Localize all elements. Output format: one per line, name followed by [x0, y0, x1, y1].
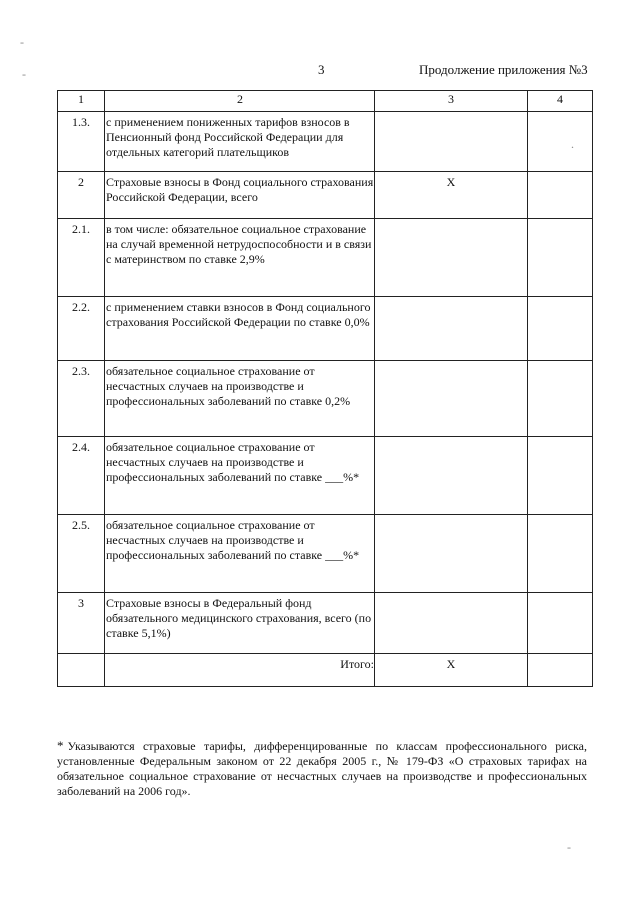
table-row: [58, 593, 593, 654]
row-value-col4: [528, 112, 593, 172]
table-row: [58, 172, 593, 219]
table-row: [58, 361, 593, 437]
row-value-col4: [528, 593, 593, 654]
row-value-col3: [375, 515, 528, 593]
row-value-col4: [528, 361, 593, 437]
row-description: в том числе: обязательное социальное страхование на случай временной нетрудоспособности и в связи с материнством по ставке 2,9%: [105, 219, 375, 297]
total-row: [58, 654, 593, 687]
row-description: Страховые взносы в Федеральный фонд обязательного медицинского страхования, всего (по ставке 5,1%): [105, 593, 375, 654]
page-number: 3: [318, 62, 325, 77]
scan-mark: -: [567, 840, 571, 854]
row-value-col3: [375, 112, 528, 172]
table-row: [58, 112, 593, 172]
row-number: 3: [58, 593, 105, 654]
row-value-col3: [375, 437, 528, 515]
total-number: [58, 654, 105, 687]
footnote: [57, 738, 587, 799]
column-header: 3: [375, 91, 528, 112]
scan-mark: -: [22, 67, 26, 81]
column-header: 2: [105, 91, 375, 112]
footnote-text: Указываются страховые тарифы, дифференцированные по классам профессионального риска, установленные Федеральным законом от 22 декабря 2005 г., № 179-ФЗ «О страховых тарифах на обязательное социальное страхование от несчастных случаев на производстве и профессиональных заболеваний на 2006 год».: [57, 739, 587, 798]
row-description: с применением ставки взносов в Фонд социального страхования Российской Федерации по ставке 0,0%: [105, 297, 375, 361]
row-value-col4: [528, 219, 593, 297]
total-value-col3: Х: [375, 654, 528, 687]
column-header: 1: [58, 91, 105, 112]
row-value-col3: [375, 219, 528, 297]
continuation-title: Продолжение приложения №3: [419, 62, 588, 77]
row-value-col3: Х: [375, 172, 528, 219]
row-description: обязательное социальное страхование от несчастных случаев на производстве и профессиональных заболеваний по ставке ___%*: [105, 437, 375, 515]
row-number: 2.4.: [58, 437, 105, 515]
column-header: 4: [528, 91, 593, 112]
contributions-table: [57, 90, 593, 687]
table-header-row: [58, 91, 593, 112]
table-row: [58, 437, 593, 515]
row-number: 2.1.: [58, 219, 105, 297]
row-value-col4: [528, 172, 593, 219]
row-value-col3: [375, 593, 528, 654]
row-value-col3: [375, 297, 528, 361]
total-value-col4: [528, 654, 593, 687]
footnote-marker: *: [57, 738, 64, 753]
row-description: с применением пониженных тарифов взносов в Пенсионный фонд Российской Федерации для отдельных категорий плательщиков: [105, 112, 375, 172]
row-value-col4: [528, 437, 593, 515]
row-number: 2: [58, 172, 105, 219]
row-description: обязательное социальное страхование от несчастных случаев на производстве и профессиональных заболеваний по ставке 0,2%: [105, 361, 375, 437]
row-value-col3: [375, 361, 528, 437]
row-number: 1.3.: [58, 112, 105, 172]
total-label: Итого:: [105, 654, 375, 687]
row-description: Страховые взносы в Фонд социального страхования Российской Федерации, всего: [105, 172, 375, 219]
row-description: обязательное социальное страхование от несчастных случаев на производстве и профессиональных заболеваний по ставке ___%*: [105, 515, 375, 593]
table-row: [58, 515, 593, 593]
table-row: [58, 219, 593, 297]
row-number: 2.2.: [58, 297, 105, 361]
row-value-col4: [528, 297, 593, 361]
row-number: 2.3.: [58, 361, 105, 437]
row-number: 2.5.: [58, 515, 105, 593]
scan-mark: -: [20, 35, 24, 49]
table-row: [58, 297, 593, 361]
scan-mark: .: [571, 137, 574, 151]
row-value-col4: [528, 515, 593, 593]
